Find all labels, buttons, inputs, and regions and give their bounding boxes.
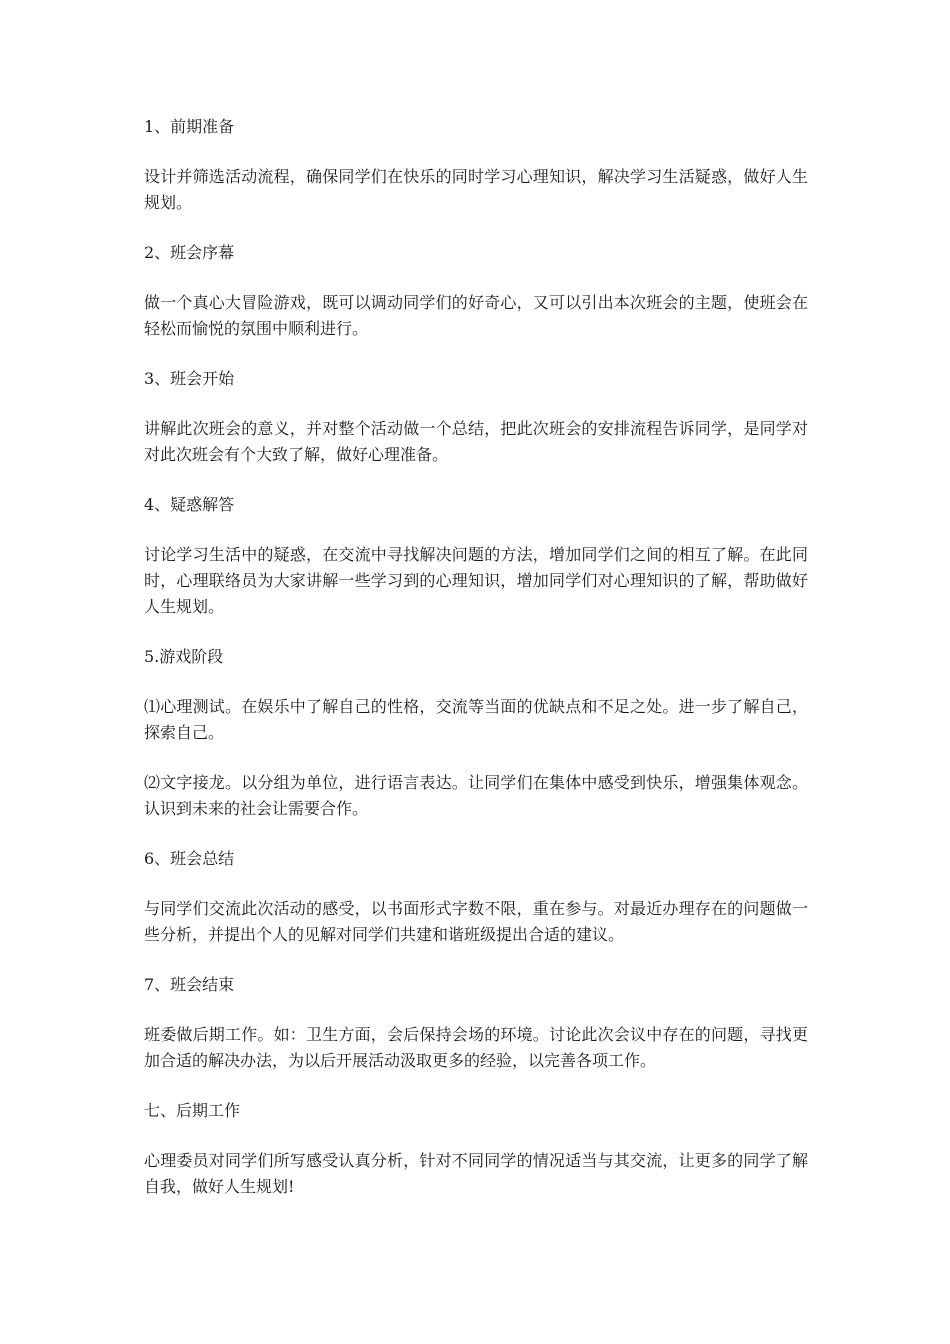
section-heading: 3、班会开始	[144, 369, 235, 388]
paragraph: 心理委员对同学们所写感受认真分析，针对不同同学的情况适当与其交流，让更多的同学了解自我，做好人生规划!	[144, 1151, 808, 1196]
section-heading: 5.游戏阶段	[144, 647, 224, 666]
section-heading: 4、疑惑解答	[144, 495, 235, 514]
document-body	[144, 114, 808, 1200]
paragraph: 与同学们交流此次活动的感受，以书面形式字数不限，重在参与。对最近办理存在的问题做一些分析，并提出个人的见解对同学们共建和谐班级提出合适的建议。	[144, 899, 808, 944]
paragraph: ⑴心理测试。在娱乐中了解自己的性格，交流等当面的优缺点和不足之处。进一步了解自己，探索自己。	[144, 697, 808, 742]
section-heading: 6、班会总结	[144, 849, 235, 868]
section-heading: 1、前期准备	[144, 117, 235, 136]
section-heading: 2、班会序幕	[144, 243, 235, 262]
paragraph: 设计并筛选活动流程，确保同学们在快乐的同时学习心理知识，解决学习生活疑惑，做好人生规划。	[144, 167, 808, 212]
paragraph: 讨论学习生活中的疑惑，在交流中寻找解决问题的方法，增加同学们之间的相互了解。在此同时，心理联络员为大家讲解一些学习到的心理知识，增加同学们对心理知识的了解，帮助做好人生规划。	[144, 545, 808, 616]
paragraph: 班委做后期工作。如：卫生方面，会后保持会场的环境。讨论此次会议中存在的问题，寻找更加合适的解决办法，为以后开展活动汲取更多的经验，以完善各项工作。	[144, 1025, 808, 1070]
section-heading: 7、班会结束	[144, 975, 235, 994]
paragraph: ⑵文字接龙。以分组为单位，进行语言表达。让同学们在集体中感受到快乐，增强集体观念。认识到未来的社会让需要合作。	[144, 773, 808, 818]
paragraph: 做一个真心大冒险游戏，既可以调动同学们的好奇心，又可以引出本次班会的主题，使班会在轻松而愉悦的氛围中顺利进行。	[144, 293, 808, 338]
paragraph: 讲解此次班会的意义，并对整个活动做一个总结，把此次班会的安排流程告诉同学，是同学对对此次班会有个大致了解，做好心理准备。	[144, 419, 808, 464]
section-heading: 七、后期工作	[144, 1101, 241, 1120]
